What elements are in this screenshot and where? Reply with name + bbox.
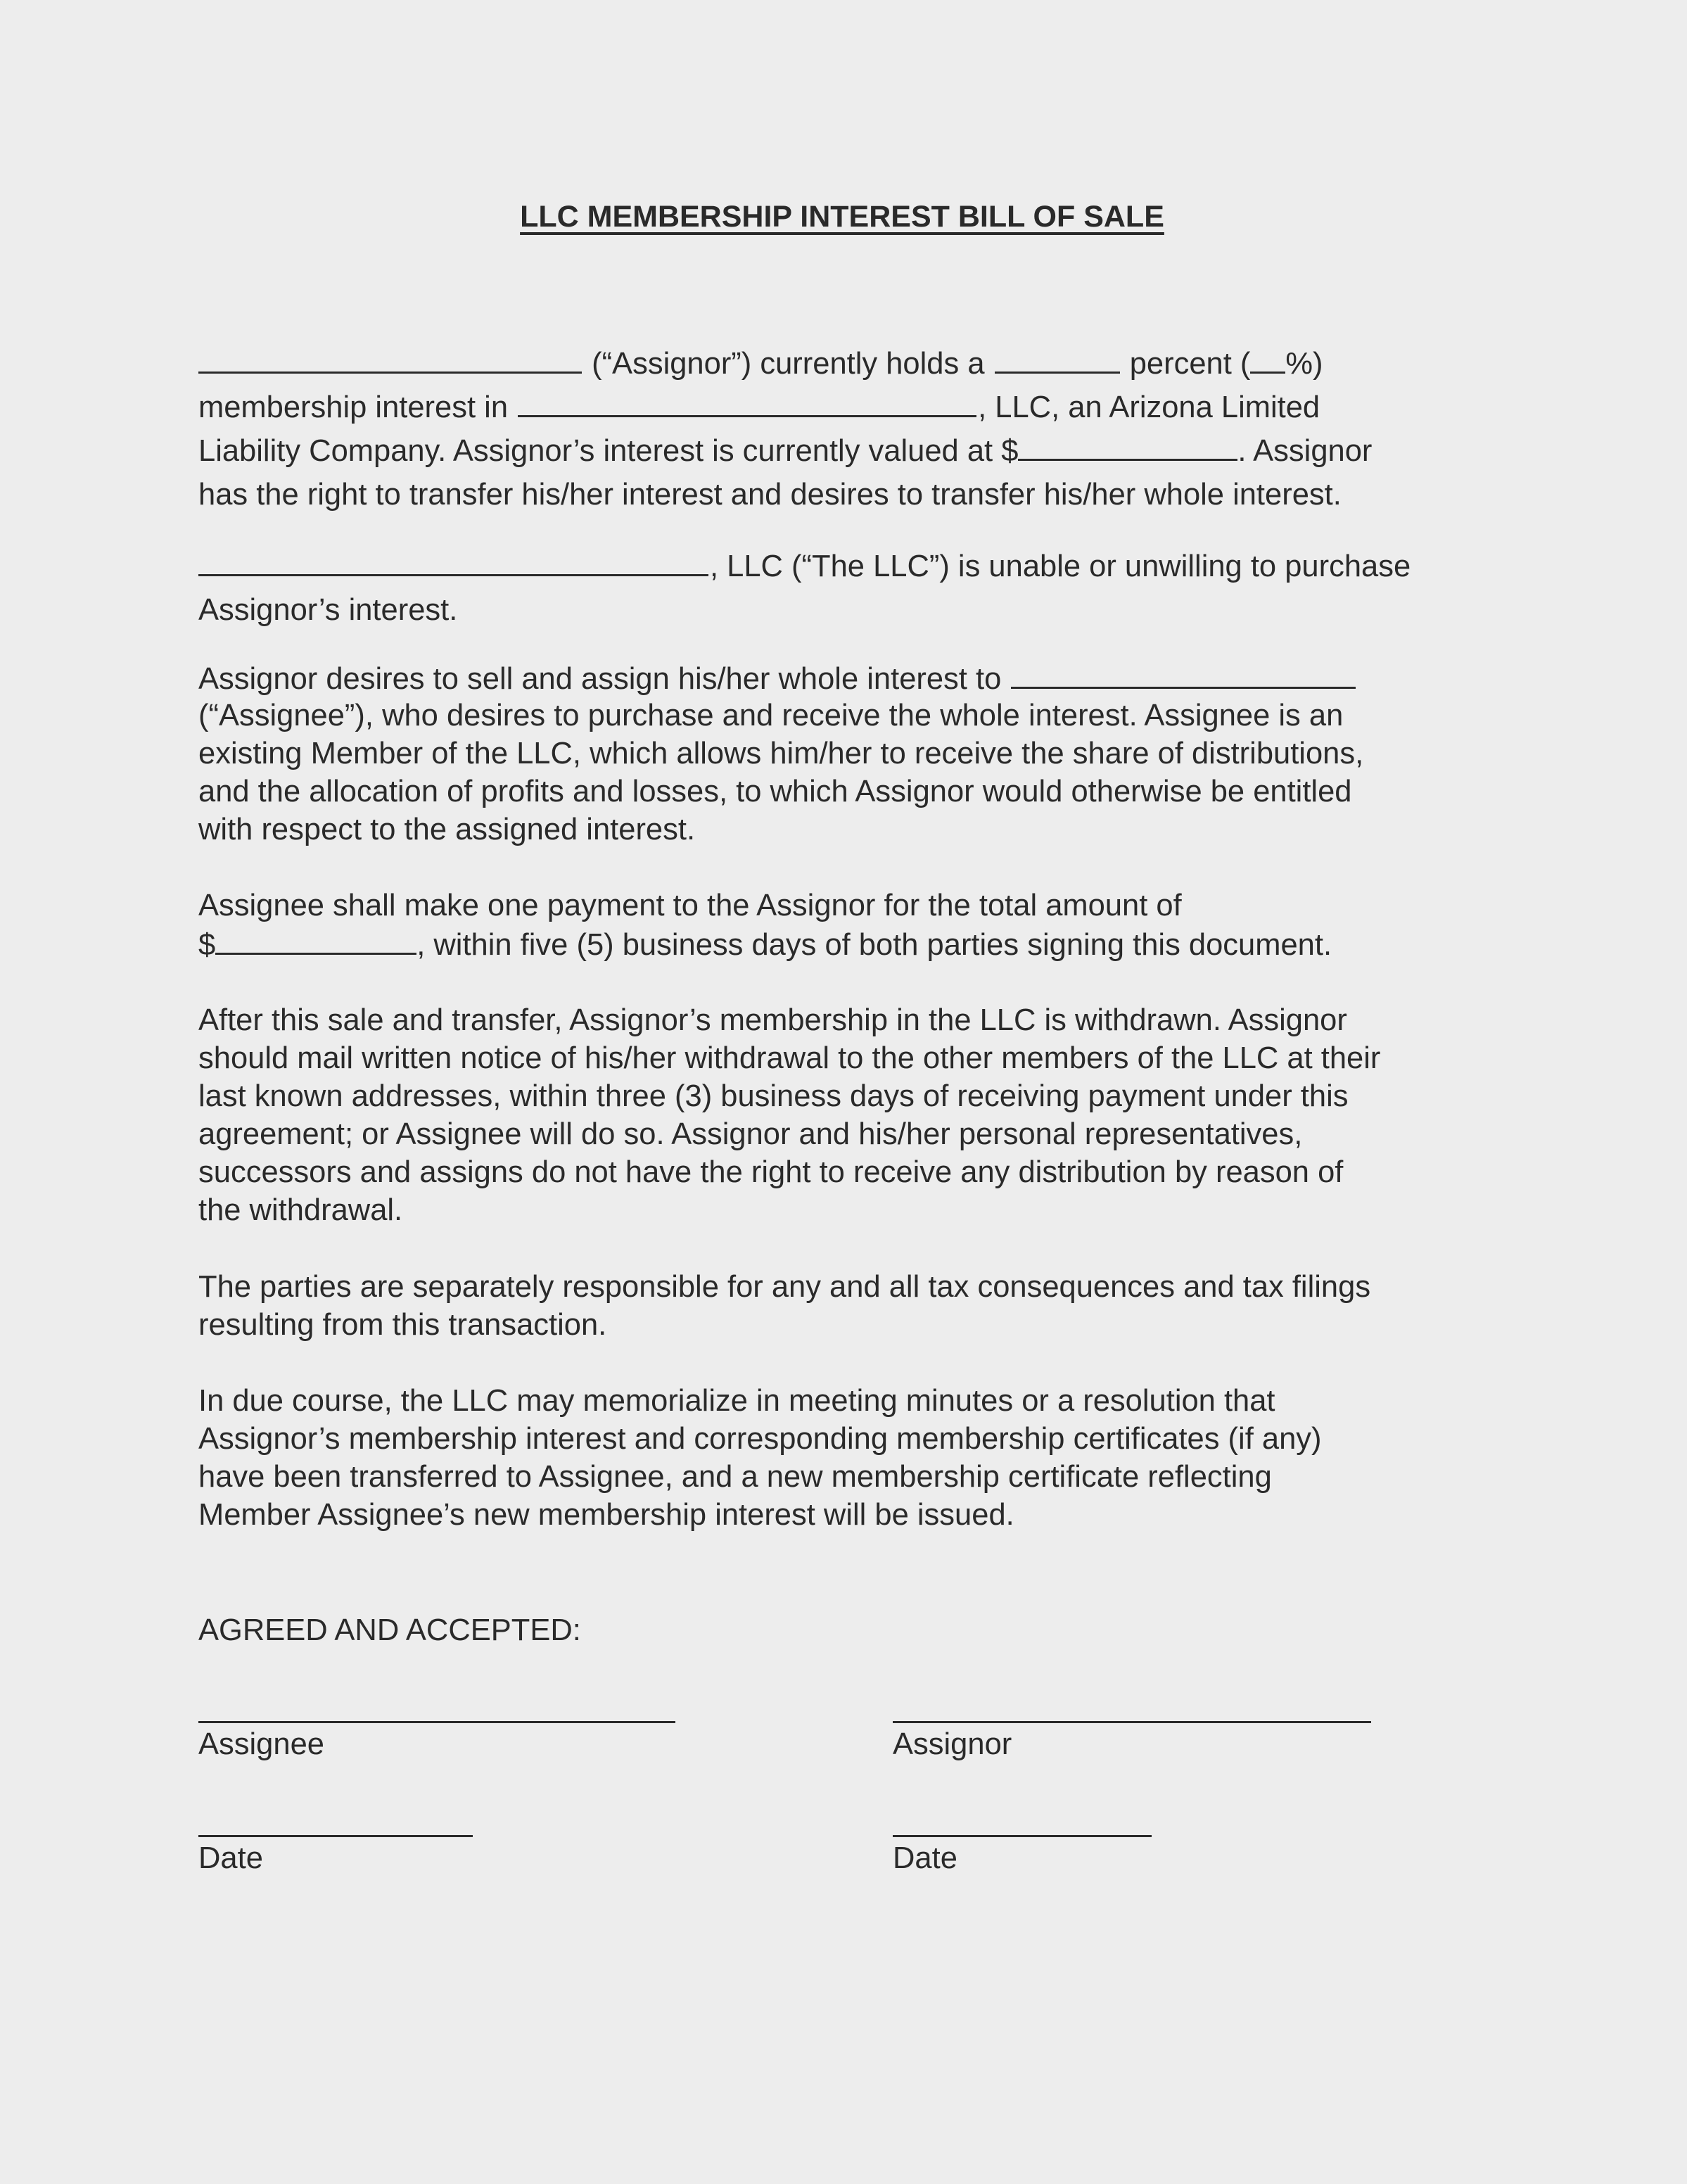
paragraph-line: last known addresses, within three (3) business days of receiving payment under this (198, 1079, 1349, 1113)
llc-name-blank[interactable] (518, 387, 976, 417)
assignee-date-line[interactable] (198, 1835, 473, 1837)
llc-name-blank-2[interactable] (198, 546, 708, 576)
percent-number-blank[interactable] (1250, 343, 1285, 374)
paragraph-tax (198, 1268, 1500, 1344)
text-fragment: Liability Company. Assignor’s interest is currently valued at $ (198, 434, 1019, 468)
text-fragment: . Assignor (1237, 434, 1373, 468)
text-fragment: , LLC, an Arizona Limited (978, 391, 1320, 424)
document-title-text: LLC MEMBERSHIP INTEREST BILL OF SALE (520, 200, 1164, 234)
paragraph-withdrawal (198, 1001, 1500, 1229)
paragraph-line: existing Member of the LLC, which allows him/her to receive the share of distributions, (198, 737, 1364, 770)
paragraph-assignee-purchase (198, 659, 1500, 849)
assignee-signature-line[interactable] (198, 1721, 675, 1723)
paragraph-line: with respect to the assigned interest. (198, 813, 696, 846)
assignor-signature-line[interactable] (893, 1721, 1371, 1723)
document-page (198, 0, 1486, 2184)
assignor-label: Assignor (893, 1727, 1012, 1761)
paragraph-memorialize (198, 1382, 1500, 1534)
paragraph-line (198, 925, 1500, 963)
text-fragment: , LLC (“The LLC”) is unable or unwilling to purchase (710, 550, 1411, 583)
paragraph-line: Assignor’s membership interest and corresponding membership certificates (if any) (198, 1422, 1322, 1456)
paragraph-line: In due course, the LLC may memorialize in meeting minutes or a resolution that (198, 1384, 1275, 1418)
paragraph-line: resulting from this transaction. (198, 1308, 607, 1342)
paragraph-line: Assignee shall make one payment to the Assignor for the total amount of (198, 889, 1182, 922)
text-fragment: $ (198, 928, 216, 962)
assignor-name-blank[interactable] (198, 343, 582, 374)
paragraph-line: has the right to transfer his/her interest and desires to transfer his/her whole interest. (198, 478, 1342, 512)
text-fragment: Assignor desires to sell and assign his/her whole interest to (198, 662, 1010, 696)
document-title (198, 198, 1486, 235)
percent-words-blank[interactable] (995, 343, 1120, 374)
assignee-label: Assignee (198, 1727, 324, 1761)
text-fragment: (“Assignor”) currently holds a (583, 347, 993, 381)
paragraph-line: have been transferred to Assignee, and a new membership certificate reflecting (198, 1460, 1272, 1494)
interest-value-blank[interactable] (1018, 431, 1237, 461)
text-fragment: , within five (5) business days of both parties signing this document. (416, 928, 1332, 962)
paragraph-line: agreement; or Assignee will do so. Assignor and his/her personal representatives, (198, 1117, 1303, 1151)
paragraph-line: The parties are separately responsible for any and all tax consequences and tax filings (198, 1270, 1371, 1304)
assignor-date-label: Date (893, 1841, 957, 1875)
paragraph-line: the withdrawal. (198, 1193, 403, 1227)
paragraph-line: and the allocation of profits and losses, to which Assignor would otherwise be entitled (198, 775, 1352, 808)
paragraph-line: After this sale and transfer, Assignor’s membership in the LLC is withdrawn. Assignor (198, 1003, 1347, 1037)
paragraph-line: Assignor’s interest. (198, 593, 458, 627)
assignee-name-blank[interactable] (1011, 659, 1356, 689)
text-fragment: membership interest in (198, 391, 517, 424)
paragraph-llc-unable (198, 545, 1500, 632)
payment-amount-blank[interactable] (215, 925, 416, 955)
assignor-date-line[interactable] (893, 1835, 1152, 1837)
assignee-date-label: Date (198, 1841, 263, 1875)
paragraph-line (198, 545, 1500, 588)
paragraph-line: Member Assignee’s new membership interest will be issued. (198, 1498, 1014, 1532)
paragraph-line: (“Assignee”), who desires to purchase and receive the whole interest. Assignee is an (198, 699, 1344, 732)
paragraph-line (198, 386, 1500, 429)
paragraph-line: successors and assigns do not have the right to receive any distribution by reason of (198, 1155, 1344, 1189)
paragraph-line: should mail written notice of his/her withdrawal to the other members of the LLC at their (198, 1041, 1381, 1075)
agreed-heading: AGREED AND ACCEPTED: (198, 1613, 581, 1647)
paragraph-line (198, 659, 1500, 697)
text-fragment: percent ( (1121, 347, 1251, 381)
text-fragment: %) (1285, 347, 1323, 381)
paragraph-line (198, 342, 1500, 386)
paragraph-line (198, 429, 1500, 473)
paragraph-assignor-holdings (198, 342, 1500, 516)
paragraph-payment (198, 887, 1500, 963)
